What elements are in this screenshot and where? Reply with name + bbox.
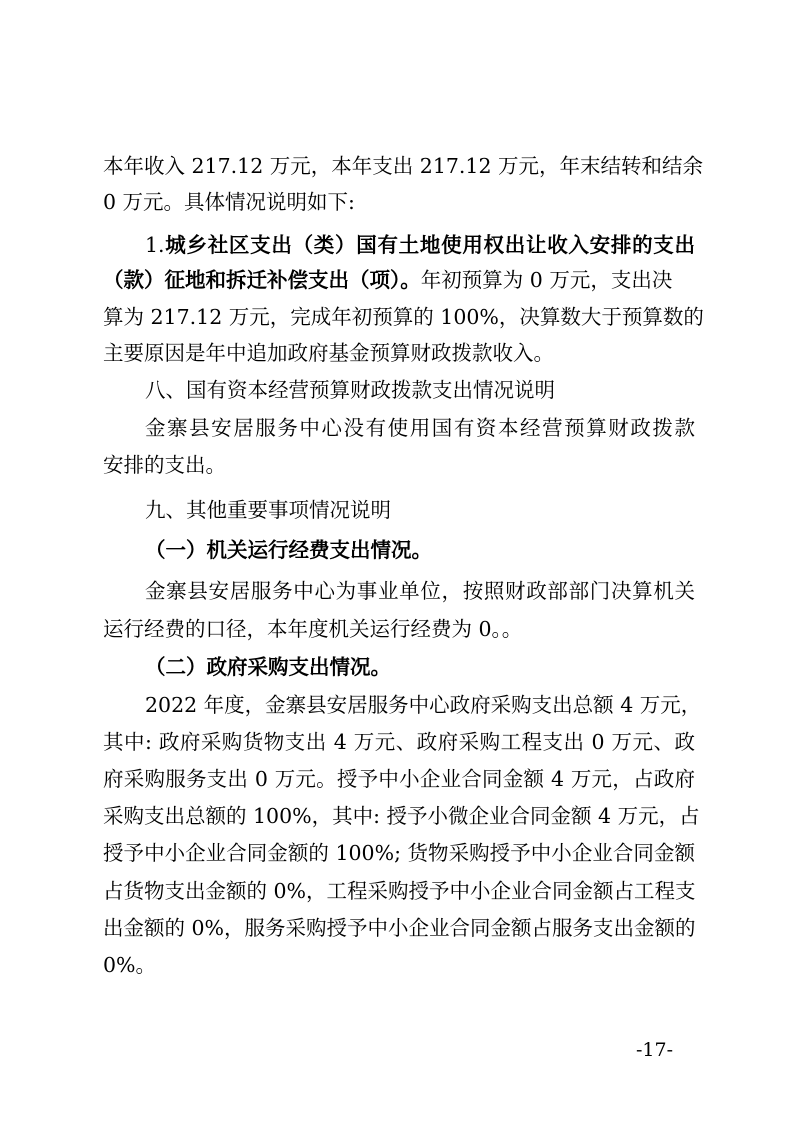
item-title: 城乡社区支出（类）国有土地使用权出让收入安排的支出 [164,233,695,257]
paragraph-line: 出金额的 0%，服务采购授予中小企业合同金额占服务支出金额的 [103,916,696,940]
paragraph-line: 算为 217.12 万元，完成年初预算的 100%，决算数大于预算数的 [103,305,704,329]
paragraph-line: 采购支出总额的 100%，其中: 授予小微企业合同金额 4 万元，占 [103,804,700,828]
paragraph-line: 府采购服务支出 0 万元。授予中小企业合同金额 4 万元，占政府 [103,767,695,791]
section-item-heading [145,231,695,259]
section-heading: 八、国有资本经营预算财政拨款支出情况说明 [145,378,555,402]
subsection-heading: （一）机关运行经费支出情况。 [145,538,432,562]
paragraph-line: 0 万元。具体情况说明如下: [103,190,355,214]
paragraph-line: 其中: 政府采购货物支出 4 万元、政府采购工程支出 0 万元、政 [103,730,695,754]
paragraph-line: 授予中小企业合同金额的 100%; 货物采购授予中小企业合同金额 [103,841,695,865]
paragraph-line: 安排的支出。 [103,453,226,477]
item-number: 1. [145,233,165,257]
paragraph-line: 运行经费的口径，本年度机关运行经费为 0。。 [103,617,523,641]
item-title-continued: （款）征地和拆迁补偿支出（项）。 [103,268,421,292]
paragraph-line: 金寨县安居服务中心为事业单位，按照财政部部门决算机关 [145,579,695,603]
paragraph-line: 占货物支出金额的 0%，工程采购授予中小企业合同金额占工程支 [103,879,696,903]
section-heading: 九、其他重要事项情况说明 [145,498,391,522]
item-text: 年初预算为 0 万元，支出决 [420,268,673,292]
paragraph-line: 本年收入 217.12 万元，本年支出 217.12 万元，年末结转和结余 [103,154,704,178]
page-number: -17- [636,1039,674,1061]
paragraph-line: 2022 年度，金寨县安居服务中心政府采购支出总额 4 万元， [145,693,702,717]
paragraph-line: 主要原因是年中追加政府基金预算财政拨款收入。 [103,341,554,365]
paragraph-line: 金寨县安居服务中心没有使用国有资本经营预算财政拨款 [145,416,695,440]
paragraph-line: 0%。 [103,953,157,977]
subsection-heading: （二）政府采购支出情况。 [145,655,391,679]
paragraph-line [103,266,695,294]
